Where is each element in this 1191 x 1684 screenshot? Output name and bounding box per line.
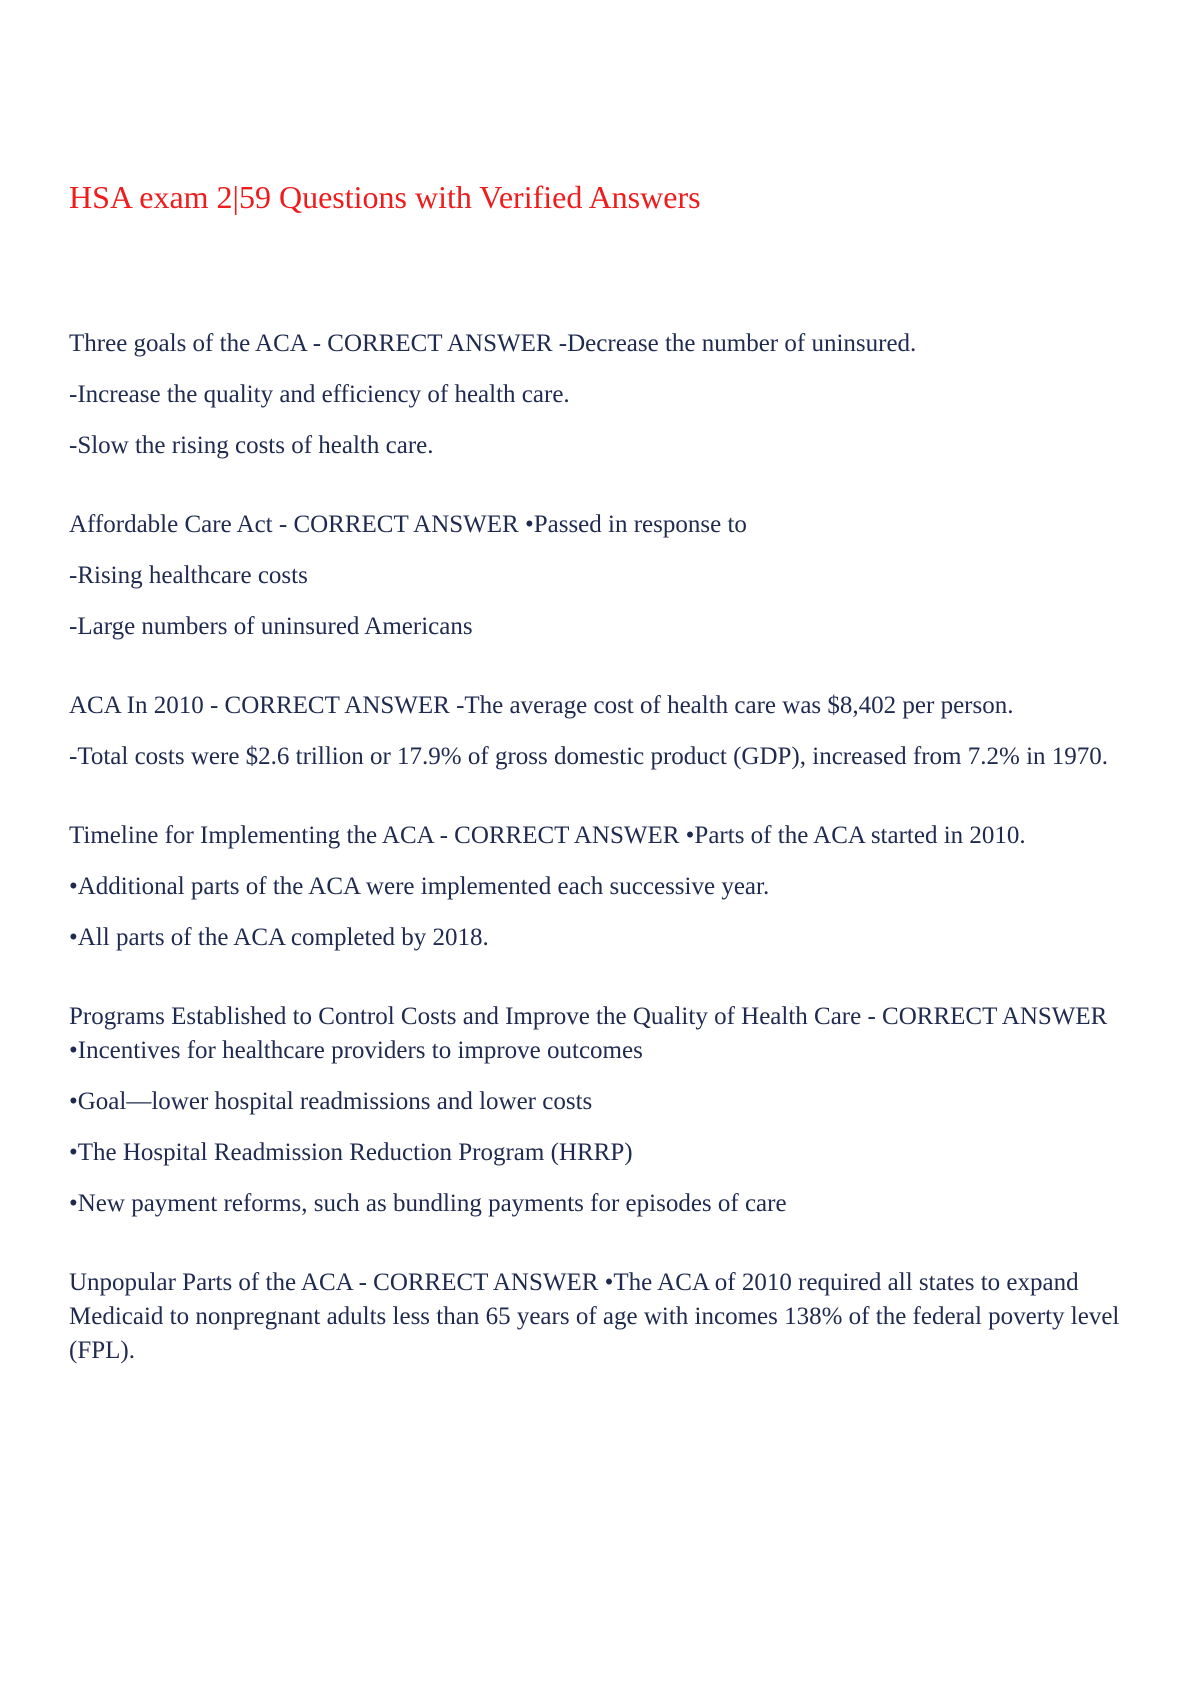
qa-paragraph: •Goal—lower hospital readmissions and lower costs <box>69 1088 593 1115</box>
qa-paragraph: Programs Established to Control Costs and Improve the Quality of Health Care - CORRECT ANSWER •Incentives for healthcare providers to improve outcomes <box>69 1003 1108 1064</box>
qa-item <box>69 508 1129 644</box>
qa-paragraph: -Increase the quality and efficiency of health care. <box>69 381 570 408</box>
qa-paragraph: •All parts of the ACA completed by 2018. <box>69 924 489 951</box>
qa-paragraph: •Additional parts of the ACA were implemented each successive year. <box>69 873 770 900</box>
qa-item <box>69 819 1129 955</box>
document-title: HSA exam 2|59 Questions with Verified Answers <box>69 179 701 215</box>
qa-paragraph: Three goals of the ACA - CORRECT ANSWER -Decrease the number of uninsured. <box>69 330 917 357</box>
qa-paragraph: •The Hospital Readmission Reduction Program (HRRP) <box>69 1139 633 1166</box>
qa-list <box>69 327 1129 1413</box>
qa-paragraph: Unpopular Parts of the ACA - CORRECT ANSWER •The ACA of 2010 required all states to expand Medicaid to nonpregnant adults less than 65 years of age with incomes 138% of the federal poverty level (FPL). <box>69 1269 1120 1364</box>
qa-paragraph: -Total costs were $2.6 trillion or 17.9% of gross domestic product (GDP), increased from 7.2% in 1970. <box>69 743 1109 770</box>
qa-paragraph: -Rising healthcare costs <box>69 562 308 589</box>
qa-paragraph: -Slow the rising costs of health care. <box>69 432 434 459</box>
qa-paragraph: Affordable Care Act - CORRECT ANSWER •Passed in response to <box>69 511 747 538</box>
qa-paragraph: ACA In 2010 - CORRECT ANSWER -The average cost of health care was $8,402 per person. <box>69 692 1014 719</box>
qa-item <box>69 689 1129 774</box>
qa-paragraph: -Large numbers of uninsured Americans <box>69 613 473 640</box>
qa-item <box>69 1266 1129 1368</box>
qa-paragraph: Timeline for Implementing the ACA - CORRECT ANSWER •Parts of the ACA started in 2010. <box>69 822 1026 849</box>
qa-item <box>69 327 1129 463</box>
qa-item <box>69 1000 1129 1221</box>
qa-paragraph: •New payment reforms, such as bundling payments for episodes of care <box>69 1190 787 1217</box>
